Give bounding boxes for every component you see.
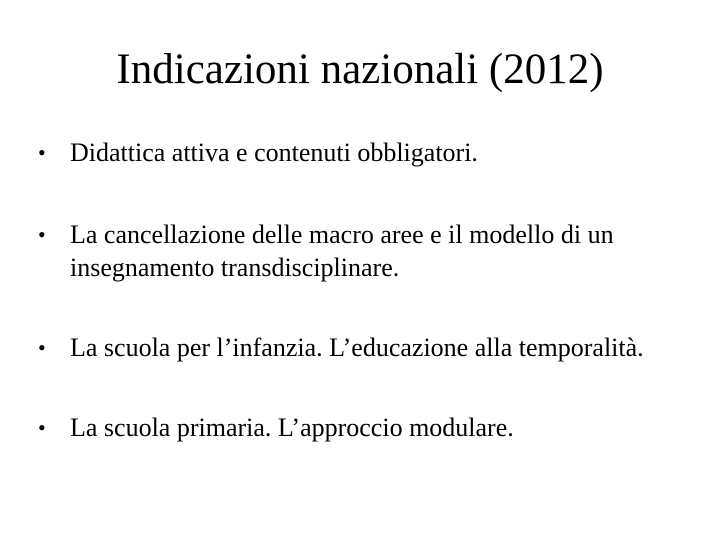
bullet-marker: • (38, 222, 46, 247)
bullet-item (36, 218, 686, 284)
bullet-text: La scuola primaria. L’approccio modulare. (70, 413, 514, 442)
bullet-item (36, 411, 686, 444)
bullet-text: La scuola per l’infanzia. L’educazione alla temporalità. (70, 333, 644, 362)
bullet-list (36, 136, 686, 444)
bullet-text: Didattica attiva e contenuti obbligatori. (70, 138, 478, 167)
bullet-item (36, 136, 686, 169)
bullet-text: La cancellazione delle macro aree e il modello di un insegnamento transdisciplinare. (70, 220, 614, 282)
bullet-marker: • (38, 335, 46, 360)
slide-title: Indicazioni nazionali (2012) (116, 46, 604, 93)
bullet-marker: • (38, 415, 46, 440)
bullet-marker: • (38, 140, 46, 165)
bullet-item (36, 331, 686, 364)
